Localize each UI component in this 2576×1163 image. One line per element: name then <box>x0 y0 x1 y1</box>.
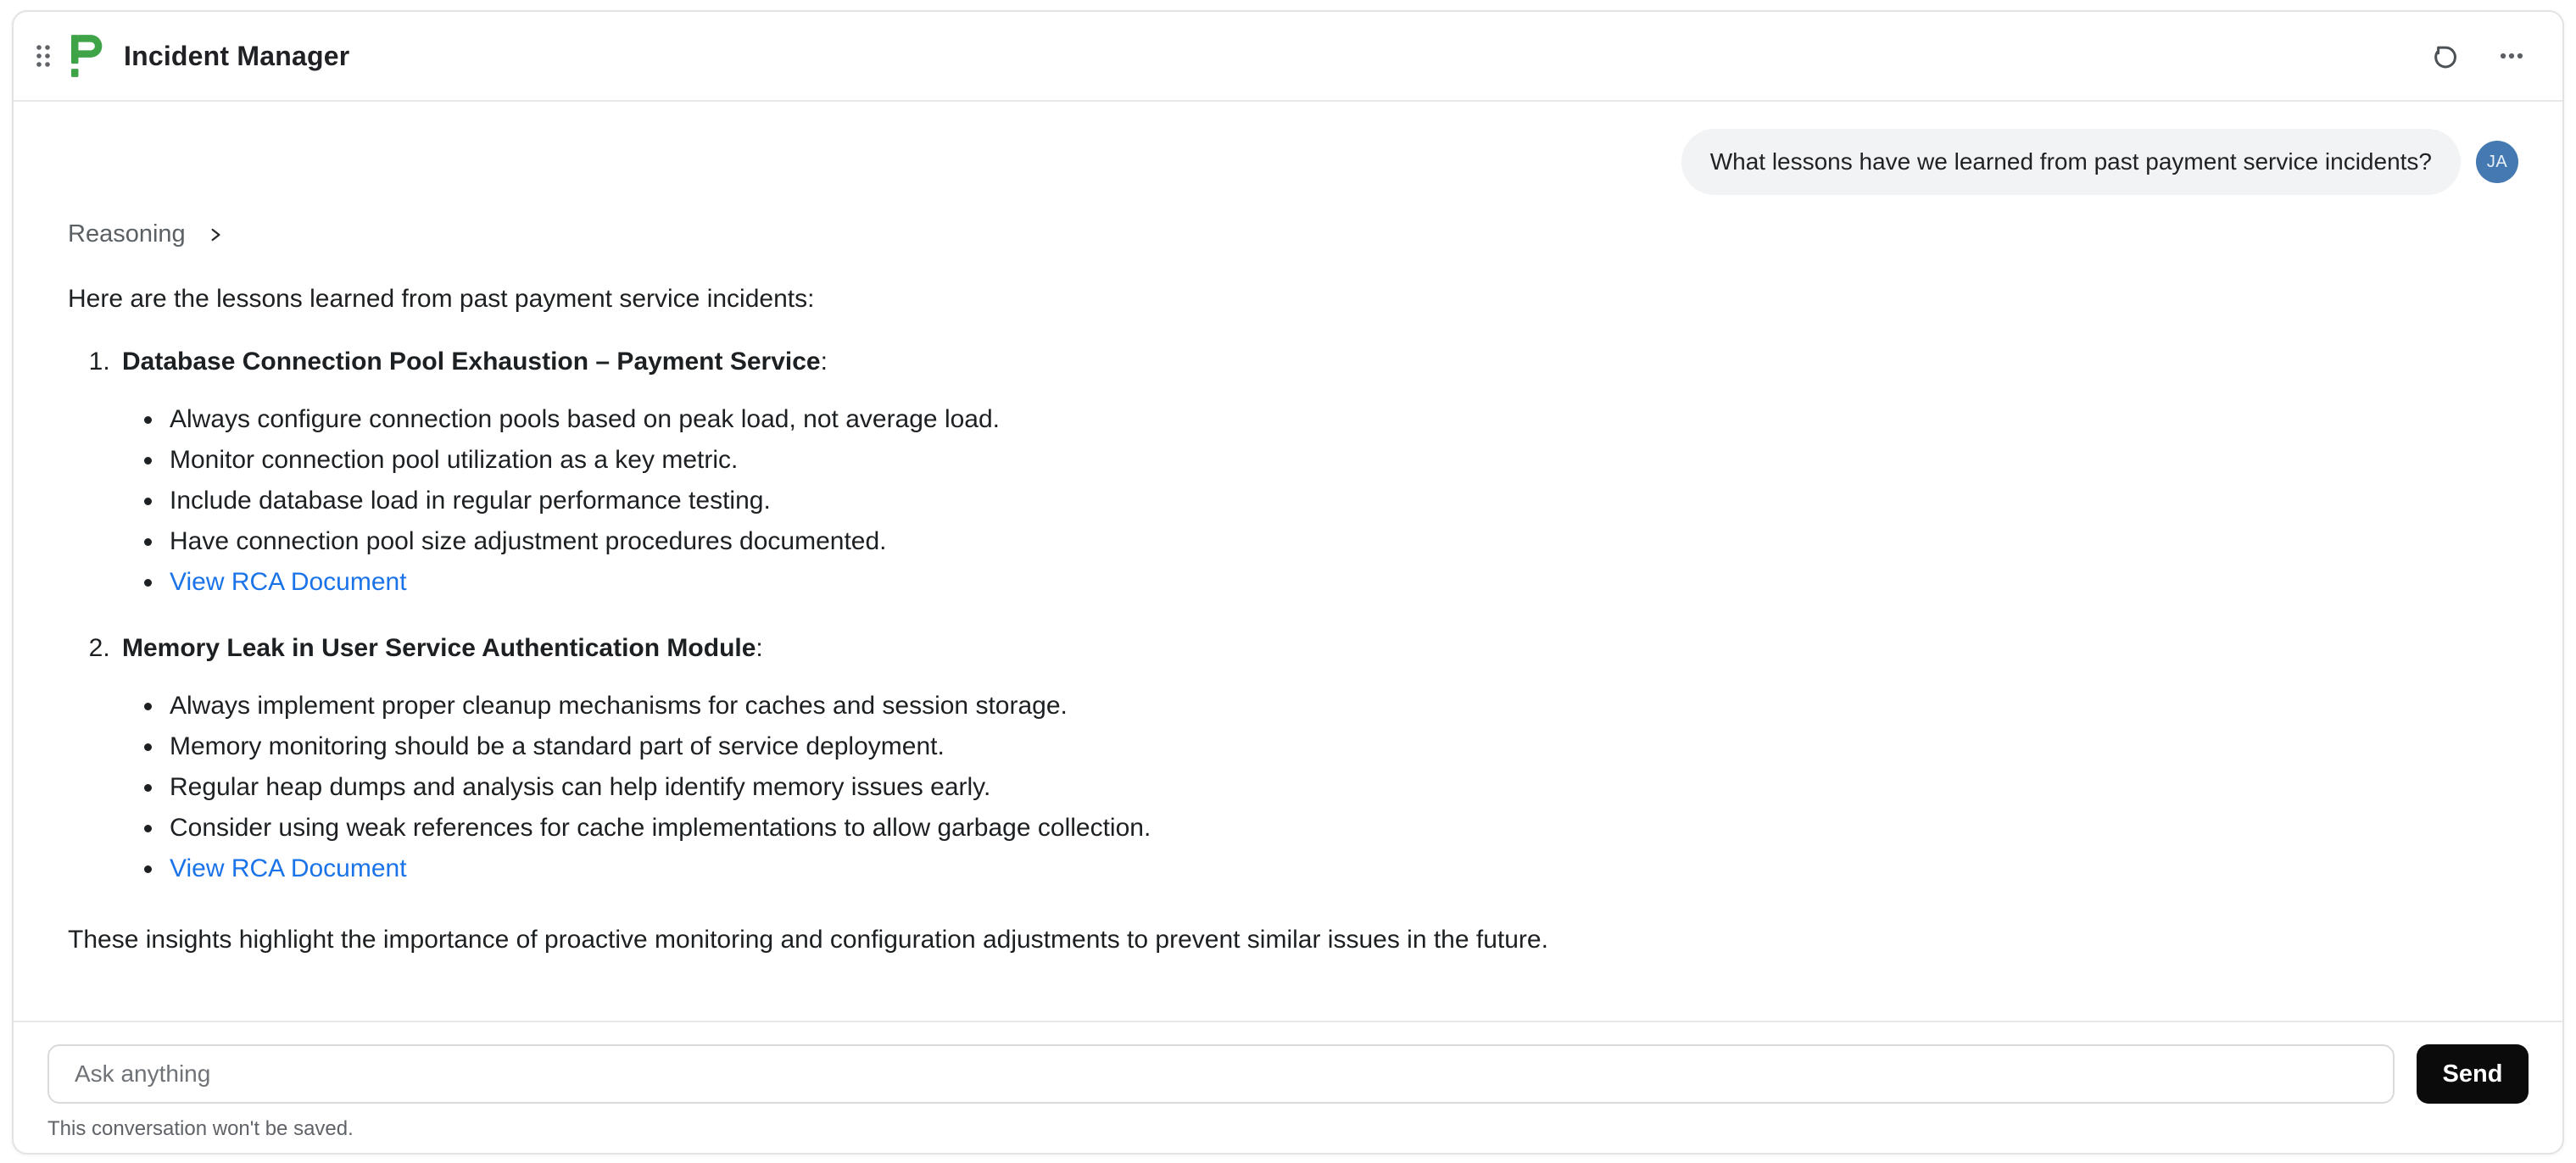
response-outro: These insights highlight the importance of proactive monitoring and configuration adjustments to prevent similar issues in the future. <box>68 926 1548 954</box>
chat-area <box>14 102 2562 1021</box>
view-rca-link-1[interactable]: View RCA Document <box>170 568 407 597</box>
bullet: • Monitor connection pool utilization as a key metric. <box>164 440 2518 481</box>
chevron-right-icon <box>206 225 225 244</box>
lesson-2-title-suffix: : <box>756 634 763 663</box>
bullet: • Memory monitoring should be a standard part of service deployment. <box>164 726 2518 767</box>
lesson-1-title-suffix: : <box>820 348 828 376</box>
send-button[interactable]: Send <box>2417 1044 2529 1104</box>
header-left <box>29 35 349 77</box>
lesson-item-2 <box>117 628 2518 889</box>
lesson-1-bullets <box>122 399 2518 603</box>
reasoning-toggle[interactable] <box>68 220 225 248</box>
page-title: Incident Manager <box>124 40 350 71</box>
bullet: • Always configure connection pools based on peak load, not average load. <box>164 399 2518 440</box>
user-avatar: JA <box>2476 141 2518 183</box>
bullet: • Always implement proper cleanup mechanisms for caches and session storage. <box>164 686 2518 726</box>
bullet-link <box>164 849 2518 889</box>
bullet: • Have connection pool size adjustment procedures documented. <box>164 521 2518 562</box>
ellipsis-icon <box>2497 42 2526 70</box>
restart-conversation-button[interactable] <box>2423 34 2467 78</box>
drag-handle-icon[interactable] <box>29 37 58 75</box>
bullet-link <box>164 562 2518 603</box>
bullet: • Consider using weak references for cache implementations to allow garbage collection. <box>164 808 2518 849</box>
bullet: • Regular heap dumps and analysis can help identify memory issues early. <box>164 767 2518 808</box>
lessons-list <box>68 342 2518 889</box>
lesson-item-1 <box>117 342 2518 603</box>
user-message-row <box>56 129 2518 195</box>
drag-dots <box>34 42 53 70</box>
reasoning-label: Reasoning <box>68 220 186 248</box>
lesson-2-bullets <box>122 686 2518 889</box>
bullet: • Include database load in regular performance testing. <box>164 481 2518 521</box>
composer-row <box>47 1044 2529 1104</box>
conversation-note: This conversation won't be saved. <box>47 1117 354 1140</box>
view-rca-link-2[interactable]: View RCA Document <box>170 854 407 883</box>
response-intro: Here are the lessons learned from past payment service incidents: <box>68 285 815 314</box>
ask-input[interactable] <box>47 1044 2395 1104</box>
incident-manager-panel <box>12 10 2564 1155</box>
assistant-response <box>56 279 2518 960</box>
lesson-2-title: Memory Leak in User Service Authentication Module <box>122 634 756 663</box>
panel-header <box>14 12 2562 102</box>
restart-icon <box>2430 41 2461 71</box>
composer-area <box>14 1021 2562 1153</box>
app-logo-icon <box>71 35 105 77</box>
user-message-bubble: What lessons have we learned from past payment service incidents? <box>1681 129 2461 195</box>
more-options-button[interactable] <box>2490 34 2534 78</box>
lesson-1-title: Database Connection Pool Exhaustion – Payment Service <box>122 348 821 376</box>
